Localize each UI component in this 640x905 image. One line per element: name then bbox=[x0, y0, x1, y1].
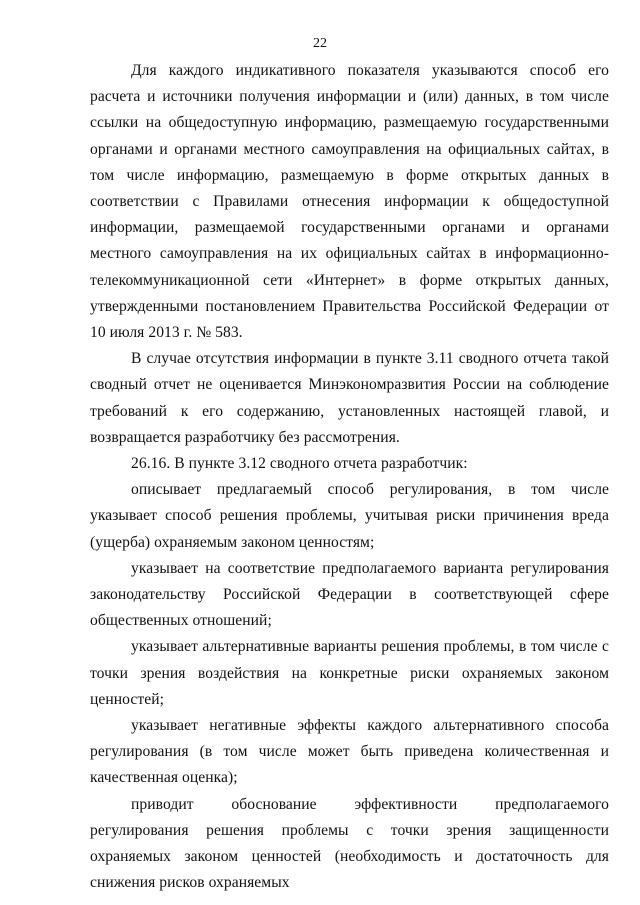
paragraph-effectiveness-justification: приводит обоснование эффективности предполагаемого регулирования решения проблемы с точки зрения защищенности охраняемых законом ценностей (необходимость и достаточность для снижения рисков охраняемых bbox=[90, 795, 609, 892]
paragraph-indicators-sources: Для каждого индикативного показателя указываются способ его расчета и источники получения информации и (или) данных, в том числе ссылки на общедоступную информацию, размещаемую государственными органами и органами местного самоуправления на официальных сайтах, в том числе информацию, размещаемую в форме открытых данных в соответствии с Правилами отнесения информации к общедоступной информации, размещаемой государственными органами и органами местного самоуправления на их официальных сайтах в информационно-телекоммуникационной сети «Интернет» в форме открытых данных, утвержденными постановлением Правительства Российской Федерации от 10 июля 2013 г. № 583. bbox=[90, 62, 609, 342]
paragraph-negative-effects: указывает негативные эффекты каждого альтернативного способа регулирования (в том числе может быть приведена количественная и качественная оценка); bbox=[90, 717, 609, 787]
paragraph-missing-information: В случае отсутствия информации в пункте 3.11 сводного отчета такой сводный отчет не оценивается Минэкономразвития России на соблюдение требований к его содержанию, установленных настоящей главой, и возвращается разработчику без рассмотрения. bbox=[90, 350, 609, 446]
page-number: 22 bbox=[313, 36, 327, 51]
paragraph-describes-method: описывает предлагаемый способ регулирования, в том числе указывает способ решения проблемы, учитывая риски причинения вреда (ущерба) охраняемым законом ценностям; bbox=[90, 481, 609, 551]
paragraph-alternative-options: указывает альтернативные варианты решения проблемы, в том числе с точки зрения воздействия на конкретные риски охраняемых законом ценностей; bbox=[90, 638, 609, 708]
paragraph-legislation-compliance: указывает на соответствие предполагаемого варианта регулирования законодательству Российской Федерации в соответствующей сфере общественных отношений; bbox=[90, 559, 609, 630]
paragraph-clause-26-16: 26.16. В пункте 3.12 сводного отчета разработчик: bbox=[131, 455, 468, 473]
document-body bbox=[90, 58, 609, 897]
